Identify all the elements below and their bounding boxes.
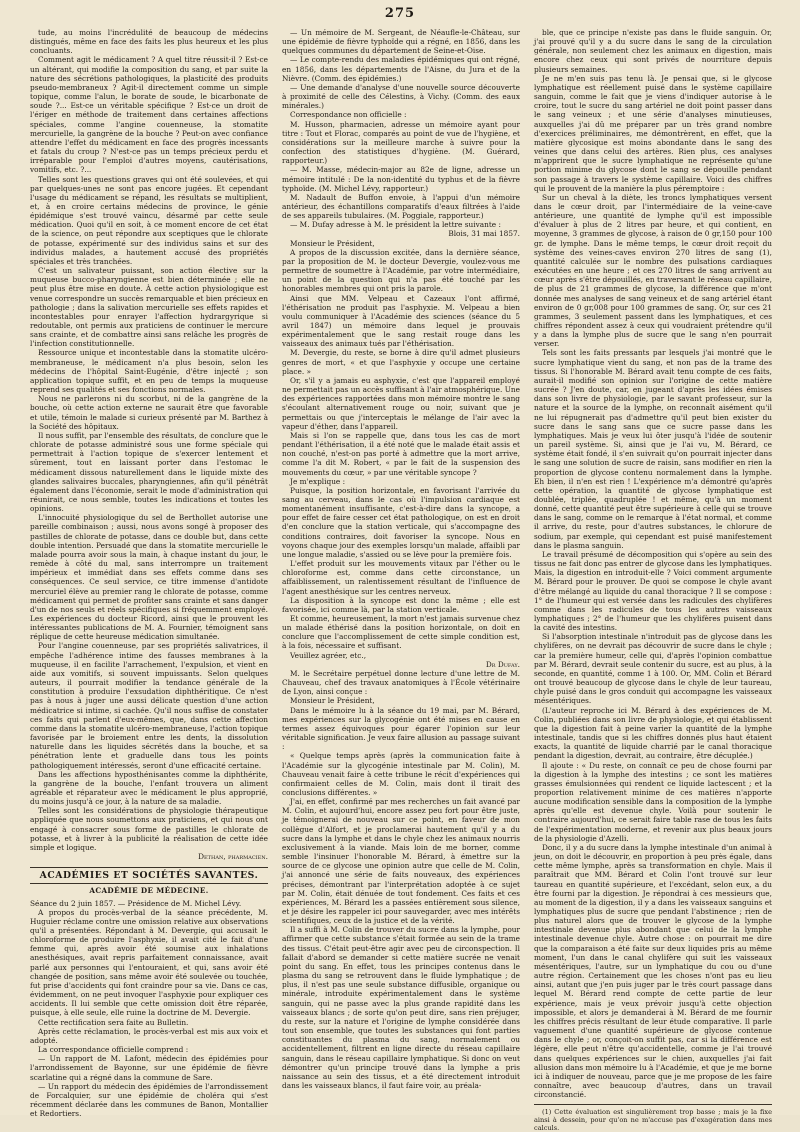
paragraph: « Quelque temps après (après la communication faite à l'Académie sur la glycogénie intestinale par M. Colin), M. Chauveau venait faire à cette tribune le récit d'expériences qui confirmaient celles de M. Colin, mais dont il tirait des conclusions différentes. » <box>282 751 520 797</box>
page-number: 275 <box>384 6 416 21</box>
paragraph: — Le compte-rendu des maladies épidémiques qui ont régné, en 1856, dans les départements de l'Aisne, du Jura et de la Nièvre. (Comm. des épidémies.) <box>282 55 520 83</box>
paragraph: Monsieur le Président, <box>290 696 375 706</box>
paragraph: Puisque, la position horizontale, en favorisant l'arrivée du sang au cerveau, dans le cas où l'impulsion cardiaque est momentanément insuffisante, c'est-à-dire dans la syncope, a pour effet de faire cesser cet état pathologique, on est en droit d'en conclure que la station verticale, qui s'accompagne des conditions contraires, doit favoriser la syncope. Nous en voyons chaque jour des exemples lorsqu'un malade, affaibli par une longue maladie, s'assied ou se lève pour la première fois. <box>282 485 520 559</box>
paragraph: (L'auteur reproche ici M. Bérard à des expériences de M. Colin, publiées dans son livre de physiologie, et qui établissent que la digestion fait à peine varier la quantité de la lymphe intestinale, tandis que si les chiffres donnés plus haut étaient exacts, la quantité de liquide charrié par le canal thoracique pendant la digestion, devrait, au contraire, être décuplée.) <box>534 705 772 761</box>
column-2 <box>282 28 520 1105</box>
paragraph: Il a suffi à M. Colin de trouver du sucre dans la lymphe, pour affirmer que cette substance s'était formée au sein de la trame des tissus. C'était peut-être agir avec peu de circonspection. Il fallait d'abord se demander si cette matière sucrée ne venait point du sang. En effet, tous les principes contenus dans le plasma du sang se retrouvent dans le fluide lymphatique ; de plus, il n'est pas une seule substance diffusible, organique ou minérale, introduite expérimentalement dans le système sanguin, qui ne passe avec la plus grande rapidité dans les vaisseaux blancs ; de sorte qu'on peut dire, sans rien préjuger, du reste, sur la nature et l'origine de lymphe considérée dans tout son ensemble, que toutes les substances qui font parties constituantes du plasma du sang, normalement ou accidentellement, filtrent en ligne directe du réseau capillaire sanguin, dans le réseau capillaire lymphatique. Si donc on veut démontrer qu'un principe trouvé dans la lymphe a pris naissance au sein des tissus, et a été directement introduit dans les vaisseaux blancs, il faut faire voir, au préala- <box>282 925 520 1090</box>
paragraph: A propos du procès-verbal de la séance précédente, M. Huguier réclame contre une omission relative aux observations qu'il a présentées. Répondant à M. Devergie, qui accusait le chloroforme de produire l'asphyxie, il avait cité le fait d'une femme qui, après avoir été soumise aux inhalations anesthésiques, avait repris parfaitement connaissance, avait parlé aux personnes qui l'entouraient, et qui, sans avoir été changée de position, sans même avoir été soulevée ou touchée, fut prise d'accidents qui font craindre pour sa vie. Dans ce cas, évidemment, on ne peut invoquer l'asphyxie pour expliquer ces accidents. Il lui semble que cette omission doit être réparée, puisque, à elle seule, elle ruine la doctrine de M. Devergie. <box>30 907 268 1018</box>
footnote-rule <box>534 1104 772 1105</box>
paragraph: Sur un cheval à la diète, les troncs lymphatiques versent dans le cœur droit, par l'intermédiaire de la veine-cave antérieure, une quantité de lymphe qu'il est impossible d'évaluer à plus de 2 litres par heure, et qui contient, en moyenne, 3 grammes de glycose, à raison de 0 gr,150 pour 100 gr. de lymphe. Dans le même temps, le cœur droit reçoit du système des veines-caves environ 270 litres de sang (1), quantité calculée sur le nombre des pulsations cardiaques exécutées en une heure ; et ces 270 litres de sang arrivent au cœur après s'être dépouillés, en traversant le réseau capillaire, de plus de 21 grammes de glycose, la différence que m'ont donnée mes analyses de sang veineux et de sang artériel étant environ de 0 gr,008 pour 100 grammes de sang. Or, sur ces 21 grammes, 3 seulement passent dans les lymphatiques, et ces chiffres répondent assez à ceux qui voudraient prétendre qu'il y a dans la lymphe plus de sucre que le sang n'en pourrait verser. <box>534 192 772 349</box>
paragraph: — Un rapport du médecin des épidémies de l'arrondissement de Forcalquier, sur une épidémie de choléra qui s'est récemment déclarée dans les communes de Banon, Montallier et Redortiers. <box>30 1081 268 1119</box>
paragraph: Or, s'il y a jamais eu asphyxie, c'est que l'appareil employé ne permettait pas un accès suffisant à l'air atmosphérique. Une des expériences rapportées dans mon mémoire montre le sang s'écoulant alternativement rouge ou noir, suivant que je permettais ou que j'interceptais le mélange de l'air avec la vapeur d'éther, dans l'appareil. <box>282 375 520 431</box>
paragraph: — Un rapport de M. Lafont, médecin des épidémies pour l'arrondissement de Bayonne, sur une épidémie de fièvre scarlatine qui a régné dans la commune de Sare. <box>30 1054 268 1082</box>
paragraph: M. Husson, pharmacien, adresse un mémoire ayant pour titre : Tout et Florac, comparés au point de vue de l'hygiène, et considérations sur la meilleure marche à suivre pour la confection des statistiques d'hygiène. (M. Guérard, rapporteur.) <box>282 119 520 166</box>
letter-signature: Dr Dufay. <box>485 659 520 669</box>
paragraph: Pour l'angine couenneuse, par ses propriétés salivatrices, il empêche l'adhérence intime des fausses membranes à la muqueuse, il en facilite l'arrachement, l'expulsion, et vient en aide aux vomitifs, si souvent impuissants. Selon quelques auteurs, il pourrait modifier la tendance générale de la constitution à produire l'exsudation diphthéritique. Ce n'est pas à nous à juger une aussi délicate question d'une action médicatrice si intime, si cachée. Qu'il nous suffise de constater ces faits qui parlent d'eux-mêmes, que, dans cette affection comme dans la stomatite ulcéro-membraneuse, l'action topique favorisée par le broiement entre les dents, la dissolution naturelle dans les liquides sécrétés dans la bouche, et sa pénétration lente et graduelle dans tous les points pathologiquement intéressés, seront d'une efficacité certaine. <box>30 641 268 770</box>
paragraph: L'innocuité physiologique du sel de Berthollet autorise une pareille combinaison ; aussi, nous avons songé à proposer des pastilles de chlorate de potasse, dans ce double but, dans cette double intention. Persuadé que dans la stomatite mercurielle le malade pourra avoir sous la main, à chaque instant du jour, le remède à côté du mal, sans interrompre un traitement impérieux et immédiat dans ses effets comme dans ses conséquences. Ce seul service, ce titre immense d'antidote mercuriel élève au premier rang le chlorate de potasse, comme médicament qui permet de profiter sans crainte et sans danger d'un de nos seuls et réels spécifiques si fréquemment employé. Les expériences du docteur Ricord, ainsi que le prouvent les intéressantes publications de M. A. Fournier, témoignent sans réplique de cette heureuse médication simultanée. <box>30 513 268 642</box>
paragraph: La disposition à la syncope est donc la même ; elle est favorisée, ici comme là, par la station verticale. <box>282 595 520 614</box>
letter-dateline: Blois, 31 mai 1857. <box>448 229 520 239</box>
paragraph: M. Nadault de Buffon envoie, à l'appui d'un mémoire antérieur, des échantillons comparatifs d'eaux filtrées à l'aide de ses appareils tubulaires. (M. Poggiale, rapporteur.) <box>282 192 520 221</box>
paragraph: Je ne m'en suis pas tenu là. Je pensai que, si le glycose lymphatique est réellement puisé dans le système capillaire sanguin, comme le fait que je viens d'indiquer autorise à le croire, tout le sucre du sang artériel ne doit point passer dans le sang veineux ; et une série d'analyses minutieuses, auxquelles j'ai dû me préparer par un très grand nombre d'exercices préliminaires, me démontrèrent, en effet, que la matière glycosique est moins abondante dans le sang des veines que dans celui des artères. Rien plus, ces analyses m'apprirent que le sucre lymphatique ne représente qu'une portion minime du glycose dont le sang se dépouille pendant son passage à travers le système capillaire. Voici des chiffres qui le prouvent de la manière la plus péremptoire : <box>534 73 772 193</box>
paragraph: Donc, il y a du sucre dans la lymphe intestinale d'un animal à jeun, on doit le découvrir, en proportion à peu près égale, dans cette même lymphe, après sa transformation en chyle. Mais il paraîtrait que MM. Bérard et Colin l'ont trouvé sur leur taureau en quantité supérieure, et l'excédant, selon eux, a du être fourni par la digestion. Je répondrai à ces messieurs que, au moment de la digestion, il y a dans les vaisseaux sanguins et lymphatiques plus de sucre que pendant l'abstinence ; rien de plus naturel alors que de trouver le glycose de la lymphe intestinale devenue plus abondant que celui de la lymphe intestinale devenue chyle. Autre chose : on pourrait me dire que la comparaison a été faite sur deux liquides pris au même moment, l'un dans le canal chylifère qui suit les vaisseaux mésentériques, l'autre, sur un lymphatique du cou ou d'une autre région. Certainement que les choses n'ont pas eu lieu ainsi, autant que j'en puis juger par le très court passage dans lequel M. Bérard rend compte de cette partie de leur expérience, mais je veux prévoir jusqu'à cette objection impossible, et alors je demanderai à M. Bérard de me fournir les chiffres précis résultant de leur étude comparative. Il parle vaguement d'une quantité supérieure de glycose contenue dans le chyle ; or, conçoit-on suffit pas, car si la différence est légère, elle peut n'être qu'accidentelle, comme je l'ai trouvé dans quelques expériences sur le chien, auxquelles j'ai fait allusion dans mon mémoire lu à l'Académie, et que je me borne ici à indiquer de nouveau, parce que je me propose de les faire connaître, avec beaucoup d'autres, dans un travail circonstancié. <box>534 842 772 1100</box>
paragraph: Tels sont les faits pressants par lesquels j'ai montré que le sucre lymphatique vient du sang, et non pas de la trame des tissus. Si l'honorable M. Bérard avait tenu compte de ces faits, aurait-il modifié son opinion sur l'origine de cette matière sucrée ? J'en doute, car, en jugeant d'après les idées émises dans son livre de physiologie, par le savant professeur, sur la nature et la source de la lymphe, on reconnaît aisément qu'il ne lui répugnerait pas d'admettre qu'il peut bien exister du sucre dans le sang sans que ce sucre passe dans les lymphatiques. Mais je veux lui ôter jusqu'à l'idée de soutenir un pareil système. Si, ainsi que je l'ai vu, M. Bérard, ce système était fondé, il s'en suivrait qu'on pourrait injecter dans le sang une solution de sucre de raisin, sans modifier en rien la proportion de glycose contenu normalement dans la lymphe. Eh bien, il n'en est rien ! L'expérience m'a démontré qu'après cette opération, la quantité de glycose lymphatique est doublée, triplée, quadruplée ! et même, qu'à un moment donné, cette quantité peut être supérieure à celle qui se trouve dans le sang, comme on le remarque à l'état normal, et comme il arrive, du reste, pour d'autres substances, le chlorure de sodium, par exemple, qui cependant est puisé manifestement dans le plasma sanguin. <box>534 348 772 550</box>
paragraph: A propos de la discussion excitée, dans la dernière séance, par la proposition de M. le docteur Devergie, voulez-vous me permettre de soumettre à l'Académie, par votre intermédiaire, un point de la question qui n'a pas été touché par les honorables membres qui ont pris la parole. <box>282 247 520 294</box>
paragraph: Après cette réclamation, le procès-verbal est mis aux voix et adopté. <box>30 1026 268 1045</box>
paragraph: — Un mémoire de M. Sergeant, de Néaufle-le-Château, sur une épidémie de fièvre typhoïde qui a régné, en 1856, dans les quelques communes du département de Seine-et-Oise. <box>282 28 520 56</box>
paragraph: Si l'absorption intestinale n'introduit pas de glycose dans les chylifères, on ne devrait pas découvrir de sucre dans le chyle ; car la première humeur, celle qui, d'après l'opinion combattue par M. Bérard, devrait seule contenir du sucre, est au plus, à la seconde, en quantité, comme 1 à 100. Or, MM. Colin et Bérard ont trouvé beaucoup de glycose dans le chyle de leur taureau, chyle puisé dans le gros conduit qui accompagne les vaisseaux mésentériques. <box>534 632 772 706</box>
paragraph: Telles sont les considérations de physiologie thérapeutique appliquée que nous soumettons aux praticiens, et qui nous ont engagé à consacrer sous forme de pastilles le chlorate de potasse, et à livrer à la publicité la réalisation de cette idée simple et logique. <box>30 806 268 852</box>
paragraph: Mais si l'on se rappelle que, dans tous les cas de mort pendant l'éthérisation, il a été noté que le malade était assis et non couché, n'est-on pas porté à admettre que la mort arrive, comme l'a dit M. Robert, « par le fait de la suspension des mouvements du cœur, » par une véritable syncope ? <box>282 430 520 477</box>
paragraph: L'effet produit sur les mouvements vitaux par l'éther ou le chloroforme est, comme dans cette circonstance, un affaiblissement, un ralentissement résultant de l'influence de l'agent anesthésique sur les centres nerveux. <box>282 559 520 596</box>
section-subtitle: ACADÉMIE DE MÉDECINE. <box>89 886 209 896</box>
paragraph: ble, que ce principe n'existe pas dans le fluide sanguin. Or, j'ai prouvé qu'il y a du sucre dans le sang de la circulation générale, non seulement chez les animaux en digestion, mais encore chez ceux qui sont privés de nourriture depuis plusieurs semaines. <box>534 28 772 74</box>
section-title: ACADÉMIES ET SOCIÉTÉS SAVANTES. <box>30 867 268 884</box>
paragraph: Le travail présumé de décomposition qui s'opère au sein des tissus ne fait donc pas entrer de glycose dans les lymphatiques. Mais, la digestion en introduit-elle ? Voici comment argumente M. Bérard pour le prouver. De quoi se compose le chyle avant d'être mélangé au liquide du canal thoracique ? Il se compose : 1° de l'humeur qui est versée dans les radicules des chylifères comme dans les radicules de tous les autres vaisseaux lymphatiques ; 2° de l'humeur que les chylifères puisent dans la cavité des intestins. <box>534 549 772 633</box>
paragraph: Ainsi que MM. Velpeau et Cazeaux l'ont affirmé, l'éthérisation ne produit pas l'asphyxie. M. Velpeau a bien voulu communiquer à l'Académie des sciences (séance du 5 avril 1847) un mémoire dans lequel je prouvais expérimentalement que le sang restait rouge dans les vaisseaux des animaux tués par l'éthérisation. <box>282 293 520 349</box>
paragraph: Comment agit le médicament ? A quel titre réussit-il ? Est-ce un altérant, qui modifie la composition du sang, et par suite la nature des sécrétions pathologiques, la plasticité des produits pseudo-membraneux ? Agit-il directement comme un simple topique, comme l'alun, le borate de soude, le bicarbonate de soude ?... Est-ce un véritable spécifique ? Est-ce un droit de l'ériger en méthode de traitement dans certaines affections spéciales, comme l'angine couenneuse, la stomatite mercurielle, la gangrène de la bouche ? Peut-on avec confiance attendre l'effet du médicament en face des progrès incessants et fatals du croup ? N'est-ce pas un temps précieux perdu et irréparable pour l'emploi d'autres moyens, cautérisations, vomitifs, etc. ?... <box>30 55 268 175</box>
paragraph: M. Devergie, du reste, se borne à dire qu'il admet plusieurs genres de mort, « et que l'asphyxie y occupe une certaine place. » <box>282 348 520 376</box>
paragraph: Je m'explique : <box>290 476 346 486</box>
paragraph: Il nous suffit, par l'ensemble des résultats, de conclure que le chlorate de potasse administré sous une forme spéciale qui permettrait à l'action topique de s'exercer lentement et sûrement, tout en laissant porter dans l'estomac le médicament dissous naturellement dans le liquide mixte des glandes salivaires buccales, pharyngiennes, afin qu'il pénétrât également dans l'économie, serait le mode d'administration qui réunirait, ce nous semble, toutes les indications et toutes les opinions. <box>30 430 268 514</box>
paragraph: — M. Masse, médecin-major au 82e de ligne, adresse un mémoire intitulé : De la non-identité du typhus et de la fièvre typhoïde. (M. Michel Lévy, rapporteur.) <box>282 165 520 193</box>
author-signature: Dethan, pharmacien. <box>198 852 268 862</box>
paragraph: — M. Dufay adresse à M. le président la lettre suivante : <box>290 220 501 230</box>
column-3 <box>534 28 772 1132</box>
paragraph: tude, au moins l'incrédulité de beaucoup de médecins distingués, même en face des faits les plus heureux et les plus concluants. <box>30 28 268 56</box>
paragraph: C'est un salivateur puissant, son action élective sur la muqueuse bucco-pharyngienne est bien déterminée ; elle ne peut plus être mise en doute. À cette action physiologique est venue correspondre un succès remarquable et bien précieux en pathologie ; dans la salivation mercurielle ses effets rapides et incontestables pour enrayer l'affection hydrargyrique si redoutable, ont permis aux praticiens de continuer le mercure sans crainte, et de combattre ainsi sans relâche les progrès de l'infection constitutionnelle. <box>30 266 269 349</box>
paragraph: Il ajoute : « Du reste, on connaît ce peu de chose fourni par la digestion à la lymphe des intestins ; ce sont les matières grasses émulsionnées qui rendent ce liquide lactescent ; et la proportion relativement minime de ces matières n'apporte aucune modification sensible dans la composition de la lymphe après qu'elle est devenue chyle. Voilà pour soutenir le contraire aujourd'hui, ce serait faire table rase de tous les faits de l'expérimentation moderne, et revenir aux plus beaux jours de la physiologie d'Azelli. <box>534 760 772 843</box>
paragraph: J'ai, en effet, confirmé par mes recherches un fait avancé par M. Colin, et aujourd'hui, encore assez peu fort pour être juste, je témoignerai de nouveau sur ce point, en faveur de mon collègue d'Alfort, et je proclamerai hautement qu'il y a du sucre dans la lymphe et dans le chyle chez les animaux nourris exclusivement à la viande. Mais loin de me borner, comme semble l'insinuer l'honorable M. Bérard, à émettre sur la source de ce glycose une opinion autre que celle de M. Colin, j'ai annoncé une série de faits nouveaux, des expériences précises, démontrant par l'interprétation adoptée à ce sujet par M. Colin, était dénuée de tout fondement. Ces faits et ces expériences, M. Bérard les a passées entièrement sous silence, et je désire les rappeler ici pour sauvegarder, avec mes intérêts scientifiques, ceux de la justice et de la vérité. <box>282 797 520 926</box>
letter-salutation: Monsieur le Président, <box>290 238 375 248</box>
paragraph: — Une demande d'analyse d'une nouvelle source découverte à proximité de celle des Célestins, à Vichy. (Comm. des eaux minérales.) <box>282 82 520 111</box>
columns <box>30 28 772 1132</box>
paragraph: Correspondance non officielle : <box>290 110 407 120</box>
paragraph: Dans les affections hyposthénisantes comme la diphthérite, la gangrène de la bouche, l'enfant trouvera un aliment agréable et réparateur avec le médicament le plus approprié, du moins jusqu'à ce jour, à la nature de sa maladie. <box>30 769 268 807</box>
paragraph: Et comme, heureusement, la mort n'est jamais survenue chez un malade éthérisé dans la position horizontale, on doit en conclure que l'accomplissement de cette simple condition est, à la fois, nécessaire et suffisant. <box>282 614 520 651</box>
paragraph: La correspondance officielle comprend : <box>38 1045 189 1055</box>
session-line: Séance du 2 juin 1857. — Présidence de M. Michel Lévy. <box>30 898 242 908</box>
paragraph: Nous ne parlerons ni du scorbut, ni de la gangrène de la bouche, où cette action externe ne saurait être que favorable et utile, témoin le malade si curieux présenté par M. Barthez à la Société des hôpitaux. <box>30 394 268 431</box>
paragraph: Ressource unique et incontestable dans la stomatite ulcéro-membraneuse, le médicament n'a plus besoin, selon les médecins de l'hôpital Saint-Eugénie, d'être injecté ; son application topique suffit, et en peu de temps la muqueuse reprend ses qualités et ses fonctions normales. <box>30 348 268 395</box>
paragraph: Telles sont les questions graves qui ont été soulevées, et qui par quelques-unes ne sont pas encore jugées. Et cependant l'usage du médicament se répand, les résultats se multiplient, et, à en croire certains médecins de province, le génie épidémique s'est trouvé vaincu, désarmé par cette seule médication. Quoi qu'il en soit, à ce moment encore de cet état de la science, on peut répondre aux sceptiques que le chlorate de potasse, expérimenté sur des individus sains et sur des individus malades, a hautement accusé des propriétés spéciales et très tranchées. <box>30 174 268 266</box>
column-1 <box>30 28 269 1119</box>
paragraph: Veuillez agréer, etc., <box>290 650 367 660</box>
paragraph: M. le Secrétaire perpétuel donne lecture d'une lettre de M. Chauveau, chef des travaux anatomiques à l'École vétérinaire de Lyon, ainsi conçue : <box>282 668 520 697</box>
footnote: (1) Cette évaluation est singulièrement trop basse ; mais je la fixe ainsi à dessein, pour qu'on ne m'accuse pas d'exagération dans mes calculs. <box>534 1108 772 1132</box>
paragraph: Dans le mémoire lu à la séance du 19 mai, par M. Bérard, mes expériences sur la glycogénie ont été mises en cause en termes assez équivoques pour égarer l'opinion sur leur véritable signification. Je veux faire allusion au passage suivant : <box>282 705 520 752</box>
paragraph: Cette rectification sera faite au Bulletin. <box>38 1017 189 1027</box>
